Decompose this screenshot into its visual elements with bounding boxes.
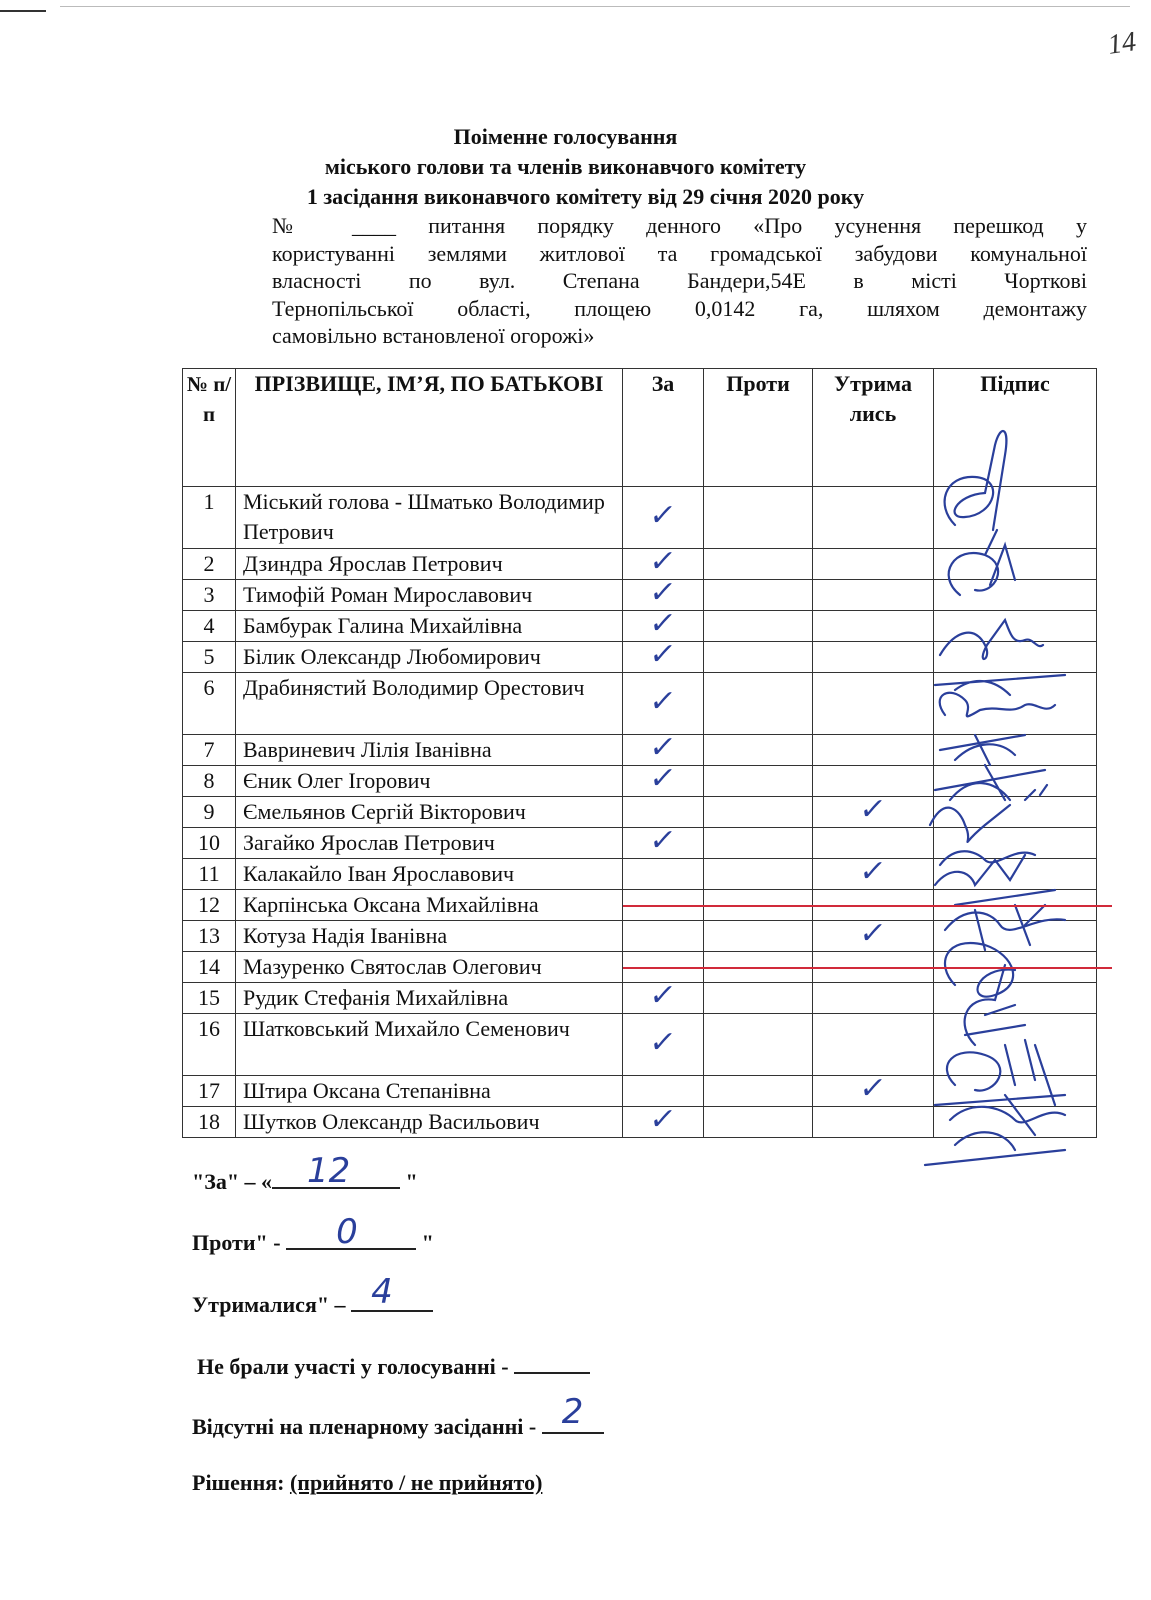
checkmark-icon: ✓ xyxy=(647,1024,679,1060)
checkmark-icon: ✓ xyxy=(857,1071,889,1106)
summary-rishennia-options: (прийнято / не прийнято) xyxy=(289,1470,543,1495)
top-border-mark xyxy=(0,10,46,12)
row-number: 9 xyxy=(183,797,236,828)
summary-utrymalys-label: Утрималися" – xyxy=(192,1292,346,1317)
pidpys-cell xyxy=(934,983,1097,1014)
member-name: Дзиндра Ярослав Петрович xyxy=(236,549,623,580)
table-row xyxy=(183,611,1097,642)
utrymalys-cell xyxy=(813,487,934,549)
member-name: Міський голова - Шматько Володимир Петрович xyxy=(236,487,623,549)
utrymalys-cell xyxy=(813,735,934,766)
checkmark-icon: ✓ xyxy=(857,854,889,889)
table-row xyxy=(183,797,1097,828)
za-cell xyxy=(623,823,704,859)
za-cell xyxy=(623,761,704,797)
checkmark-icon: ✓ xyxy=(647,1102,679,1137)
member-name: Тимофій Роман Мирославович xyxy=(236,580,623,611)
utrymalys-cell xyxy=(813,1014,934,1076)
proty-cell xyxy=(704,642,813,673)
header-pidpys: Підпис xyxy=(934,369,1097,487)
summary-rishennia-label: Рішення: xyxy=(192,1470,285,1495)
proty-cell xyxy=(704,1107,813,1138)
row-number: 14 xyxy=(183,952,236,983)
pidpys-cell xyxy=(934,611,1097,642)
member-name: Котуза Надія Іванівна xyxy=(236,921,623,952)
table-row xyxy=(183,673,1097,735)
pidpys-cell xyxy=(934,766,1097,797)
row-number: 8 xyxy=(183,766,236,797)
table-row xyxy=(183,549,1097,580)
row-number: 17 xyxy=(183,1076,236,1107)
summary-vidsutni xyxy=(192,1392,604,1440)
utrymalys-cell xyxy=(813,642,934,673)
row-number: 12 xyxy=(183,890,236,921)
za-cell xyxy=(623,921,704,952)
member-name: Рудик Стефанія Михайлівна xyxy=(236,983,623,1014)
table-row xyxy=(183,580,1097,611)
za-cell xyxy=(623,673,704,735)
pidpys-cell xyxy=(934,1107,1097,1138)
member-name: Мазуренко Святослав Олегович xyxy=(236,952,623,983)
question-line: Тернопільської області, площею 0,0142 га, шляхом демонтажу xyxy=(272,295,1087,321)
proty-cell xyxy=(704,983,813,1014)
member-name: Драбинястий Володимир Орестович xyxy=(236,673,623,735)
checkmark-icon: ✓ xyxy=(647,978,679,1013)
question-line: самовільно встановленої огорожі» xyxy=(272,323,595,348)
pidpys-cell xyxy=(934,580,1097,611)
checkmark-icon: ✓ xyxy=(857,792,889,827)
utrymalys-cell xyxy=(813,1107,934,1138)
proty-cell xyxy=(704,797,813,828)
summary-za-value: 12 xyxy=(307,1151,351,1191)
checkmark-icon: ✓ xyxy=(647,823,679,858)
member-name: Шатковський Михайло Семенович xyxy=(236,1014,623,1076)
proty-cell xyxy=(704,580,813,611)
doc-title-line1: Поіменне голосування xyxy=(453,124,678,149)
pidpys-cell xyxy=(934,828,1097,859)
row-number: 15 xyxy=(183,983,236,1014)
row-number: 13 xyxy=(183,921,236,952)
agenda-question xyxy=(272,212,1087,350)
summary-vidsutni-value: 2 xyxy=(561,1392,584,1432)
absent-strike-line xyxy=(623,967,1113,969)
top-scan-edge xyxy=(60,6,1130,7)
table-row xyxy=(183,1014,1097,1076)
row-number: 7 xyxy=(183,735,236,766)
za-cell xyxy=(623,637,704,673)
vote-table xyxy=(182,368,1097,1138)
table-row xyxy=(183,983,1097,1014)
table-header-row xyxy=(183,369,1097,487)
table-row xyxy=(183,766,1097,797)
row-number: 4 xyxy=(183,611,236,642)
utrymalys-cell xyxy=(813,854,934,890)
member-name: Загайко Ярослав Петрович xyxy=(236,828,623,859)
summary-proty xyxy=(192,1212,434,1256)
pidpys-cell xyxy=(934,735,1097,766)
doc-title-line3: 1 засідання виконавчого комітету від 29 січня 2020 року xyxy=(306,184,865,209)
header-no: № п/ п xyxy=(183,369,236,487)
checkmark-icon: ✓ xyxy=(647,606,679,641)
row-number: 2 xyxy=(183,549,236,580)
table-row xyxy=(183,735,1097,766)
table-row xyxy=(183,859,1097,890)
za-cell xyxy=(623,1014,704,1076)
member-name: Бамбурак Галина Михайлівна xyxy=(236,611,623,642)
summary-utrymalys-value: 4 xyxy=(371,1272,393,1312)
summary-za-close: " xyxy=(405,1169,418,1194)
member-name: Білик Олександр Любомирович xyxy=(236,642,623,673)
table-row xyxy=(183,828,1097,859)
proty-cell xyxy=(704,611,813,642)
summary-ne-braly xyxy=(197,1350,590,1380)
utrymalys-cell xyxy=(813,611,934,642)
pidpys-cell xyxy=(934,1076,1097,1107)
table-row xyxy=(183,921,1097,952)
row-number: 3 xyxy=(183,580,236,611)
member-name: Єник Олег Ігорович xyxy=(236,766,623,797)
row-number: 18 xyxy=(183,1107,236,1138)
za-cell xyxy=(623,859,704,890)
header-za: За xyxy=(623,369,704,487)
pidpys-cell xyxy=(934,549,1097,580)
header-name: ПРІЗВИЩЕ, ІМ’Я, ПО БАТЬКОВІ xyxy=(236,369,623,487)
utrymalys-cell xyxy=(813,983,934,1014)
pidpys-cell xyxy=(934,797,1097,828)
summary-ne-braly-label: Не брали участі у голосуванні - xyxy=(197,1354,509,1379)
row-number: 11 xyxy=(183,859,236,890)
proty-cell xyxy=(704,487,813,549)
proty-cell xyxy=(704,735,813,766)
checkmark-icon: ✓ xyxy=(647,761,679,796)
row-number: 6 xyxy=(183,673,236,735)
summary-za xyxy=(192,1151,418,1195)
absent-strike-line xyxy=(623,905,1113,907)
member-name: Карпінська Оксана Михайлівна xyxy=(236,890,623,921)
proty-cell xyxy=(704,1014,813,1076)
member-name: Штира Оксана Степанівна xyxy=(236,1076,623,1107)
question-line: № ____ питання порядку денного «Про усунення перешкод у xyxy=(272,213,1087,238)
pidpys-cell xyxy=(934,487,1097,549)
proty-cell xyxy=(704,921,813,952)
doc-title-line2: міського голови та членів виконавчого комітету xyxy=(324,154,807,179)
checkmark-icon: ✓ xyxy=(647,730,679,765)
za-cell xyxy=(623,1102,704,1138)
row-number: 16 xyxy=(183,1014,236,1076)
header-proty: Проти xyxy=(704,369,813,487)
question-line: власності по вул. Степана Бандери,54Е в місті Чорткові xyxy=(272,268,1087,293)
proty-cell xyxy=(704,828,813,859)
summary-proty-close: " xyxy=(421,1230,434,1255)
table-row xyxy=(183,642,1097,673)
proty-cell xyxy=(704,549,813,580)
member-name: Вавриневич Лілія Іванівна xyxy=(236,735,623,766)
utrymalys-cell xyxy=(813,673,934,735)
checkmark-icon: ✓ xyxy=(647,637,679,672)
pidpys-cell xyxy=(934,921,1097,952)
proty-cell xyxy=(704,766,813,797)
checkmark-icon: ✓ xyxy=(647,683,679,719)
table-row xyxy=(183,1107,1097,1138)
checkmark-icon: ✓ xyxy=(857,916,889,951)
za-cell xyxy=(623,487,704,549)
summary-utrymalys xyxy=(192,1272,433,1318)
za-cell xyxy=(623,978,704,1014)
row-number: 10 xyxy=(183,828,236,859)
page-number: 14 xyxy=(1105,26,1138,61)
utrymalys-cell xyxy=(813,792,934,828)
utrymalys-cell xyxy=(813,549,934,580)
member-name: Ємельянов Сергій Вікторович xyxy=(236,797,623,828)
pidpys-cell xyxy=(934,859,1097,890)
pidpys-cell xyxy=(934,673,1097,735)
pidpys-cell xyxy=(934,642,1097,673)
proty-cell xyxy=(704,673,813,735)
row-number: 5 xyxy=(183,642,236,673)
summary-proty-value: 0 xyxy=(336,1212,358,1252)
summary-rishennia xyxy=(192,1470,542,1496)
summary-za-label: "За" – « xyxy=(192,1169,273,1194)
utrymalys-cell xyxy=(813,580,934,611)
checkmark-icon: ✓ xyxy=(647,544,679,579)
checkmark-icon: ✓ xyxy=(647,575,679,610)
checkmark-icon: ✓ xyxy=(647,497,679,533)
pidpys-cell xyxy=(934,1014,1097,1076)
utrymalys-cell xyxy=(813,916,934,952)
question-line: користуванні землями житлової та громадської забудови комунальної xyxy=(272,240,1087,266)
row-number: 1 xyxy=(183,487,236,549)
member-name: Шутков Олександр Васильович xyxy=(236,1107,623,1138)
proty-cell xyxy=(704,1076,813,1107)
table-row xyxy=(183,487,1097,549)
proty-cell xyxy=(704,859,813,890)
header-utrymalys: Утрима лись xyxy=(813,369,934,487)
summary-proty-label: Проти" - xyxy=(192,1230,281,1255)
table-row xyxy=(183,1076,1097,1107)
summary-vidsutni-label: Відсутні на пленарному засіданні - xyxy=(192,1414,537,1439)
utrymalys-cell xyxy=(813,1071,934,1107)
member-name: Калакайло Іван Ярославович xyxy=(236,859,623,890)
